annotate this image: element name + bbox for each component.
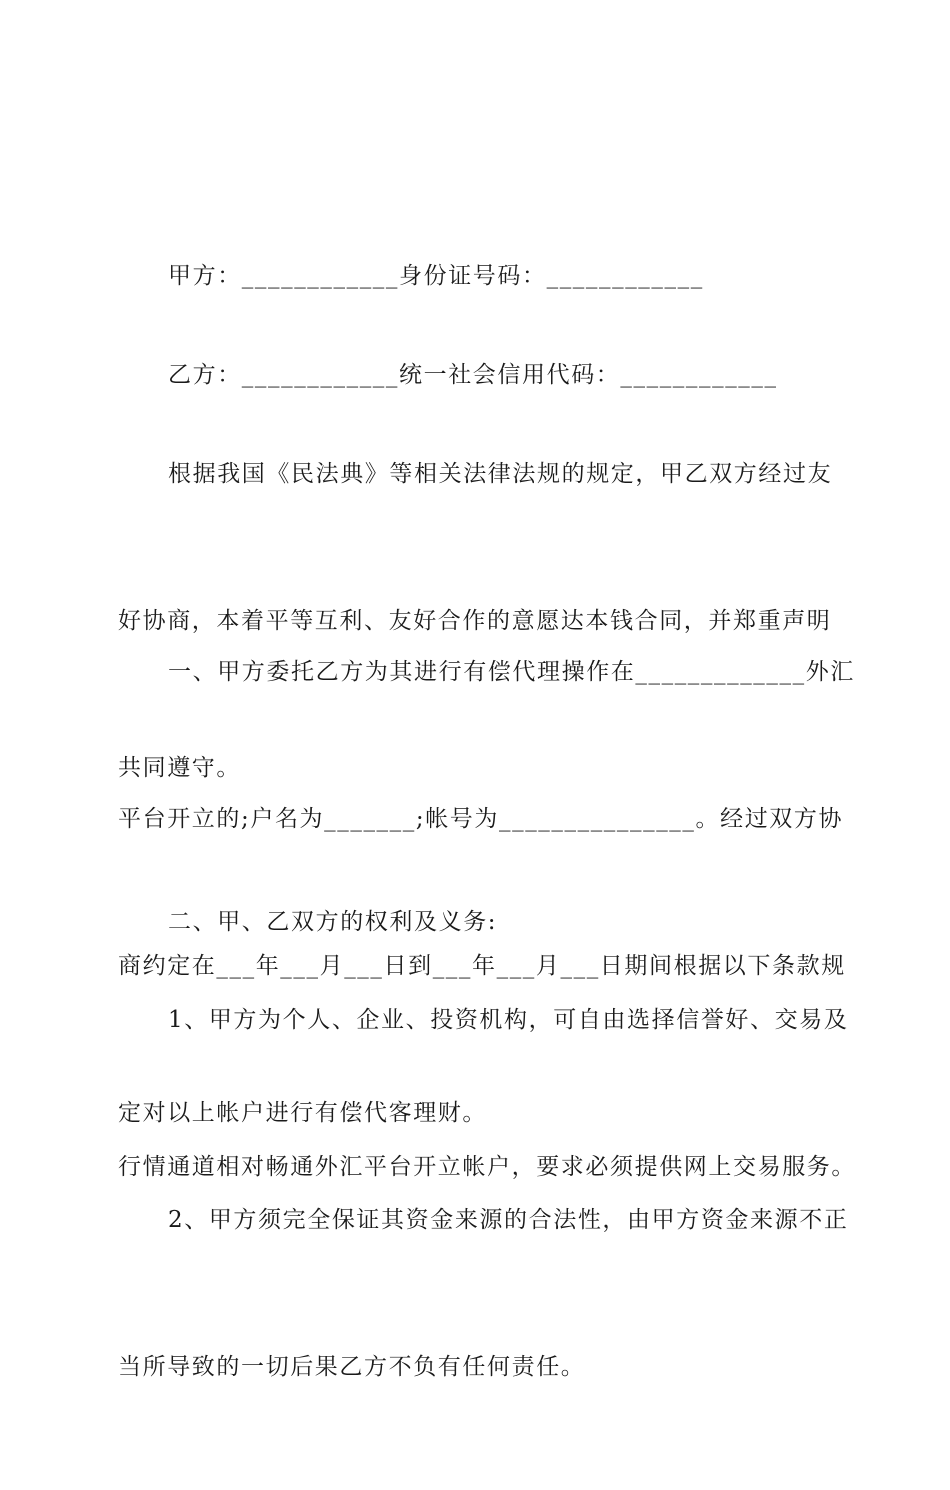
clause-1-line-4: 定对以上帐户进行有偿代客理财。 [118, 1100, 487, 1126]
intro-line-2: 好协商，本着平等互利、友好合作的意愿达本钱合同，并郑重声明 [118, 608, 832, 634]
clause-1-line-2: 平台开立的;户名为_______;帐号为_______________。经过双方协 [118, 806, 844, 832]
item-2-line-2: 当所导致的一切后果乙方不负有任何责任。 [118, 1354, 586, 1380]
item-2-paragraph [118, 1098, 856, 1490]
clause-2-title-text: 二、甲、乙双方的权利及义务: [168, 909, 498, 935]
item-1-line-2: 行情通道相对畅通外汇平台开立帐户，要求必须提供网上交易服务。 [118, 1154, 856, 1180]
party-a-text: 甲方：____________身份证号码：____________ [168, 263, 704, 289]
item-1-line-1: 1、甲方为个人、企业、投资机构，可自由选择信誉好、交易及 [168, 1007, 849, 1033]
intro-line-3: 共同遵守。 [118, 755, 241, 781]
intro-line-1: 根据我国《民法典》等相关法律法规的规定，甲乙双方经过友 [168, 461, 833, 487]
clause-1-line-1: 一、甲方委托乙方为其进行有偿代理操作在_____________外汇 [168, 659, 855, 685]
item-2-line-1: 2、甲方须完全保证其资金来源的合法性，由甲方资金来源不正 [168, 1207, 849, 1233]
party-b-text: 乙方：____________统一社会信用代码：____________ [168, 362, 778, 388]
clause-1-line-3: 商约定在___年___月___日到___年___月___日期间根据以下条款规 [118, 953, 846, 979]
